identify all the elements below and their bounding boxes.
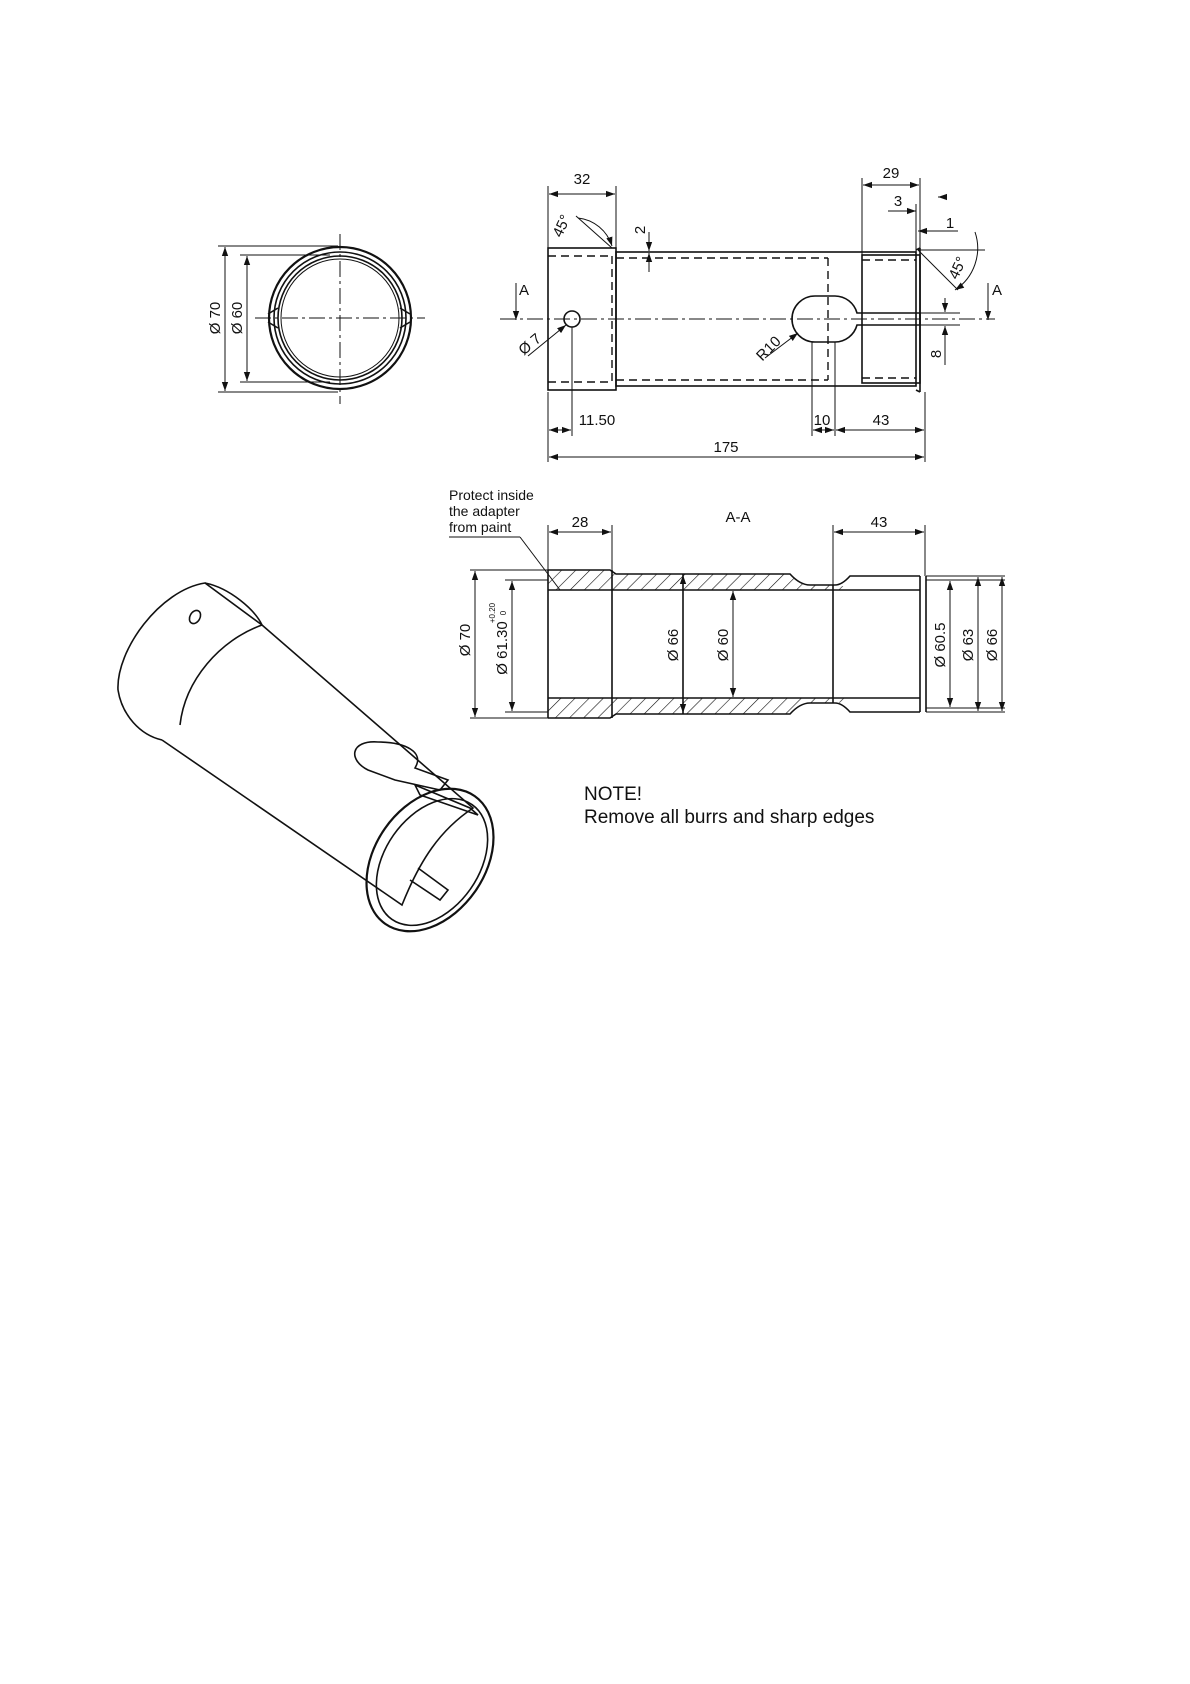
dia-63-label: Ø 63 [960, 628, 977, 662]
dia-60-label: Ø 60 [229, 301, 246, 335]
chamfer-left-label: 45° [549, 212, 575, 240]
dim-total-length: 175 [713, 439, 739, 456]
dia-66-right-label: Ø 66 [984, 628, 1001, 662]
dim-hole-dia: Ø 7 [515, 330, 545, 359]
dim-hole-pos: 11.50 [578, 412, 616, 429]
dim-slot-length: 43 [872, 412, 890, 429]
section-title: A-A [725, 509, 751, 526]
dim-1: 1 [945, 215, 955, 232]
tolerance-upper: +0.20 [488, 602, 497, 624]
dia-70-label: Ø 70 [207, 301, 224, 335]
dim-29: 29 [882, 165, 900, 182]
end-view [207, 234, 425, 404]
dia-60-mid-label: Ø 60 [715, 628, 732, 662]
dim-radius: R10 [753, 333, 785, 365]
dia-6130-label: Ø 61.30 [494, 621, 511, 675]
section-mark-right: A [992, 282, 1003, 299]
section-view [449, 487, 1005, 718]
dim-8: 8 [928, 349, 945, 359]
callout-line-3: from paint [449, 519, 512, 535]
note-text: Remove all burrs and sharp edges [584, 807, 875, 828]
dim-slot-width: 10 [813, 412, 831, 429]
dia-66-mid-label: Ø 66 [665, 628, 682, 662]
chamfer-right-label: 45° [945, 254, 971, 282]
section-mark-left: A [519, 282, 530, 299]
tolerance-lower: 0 [499, 610, 508, 616]
note-block [584, 784, 874, 828]
note-heading: NOTE! [584, 784, 643, 805]
callout-line-2: the adapter [449, 503, 520, 519]
dia-70-section: Ø 70 [457, 623, 474, 657]
dim-3: 3 [893, 193, 903, 210]
dia-605-label: Ø 60.5 [932, 622, 949, 668]
dim-32: 32 [573, 171, 591, 188]
side-view [500, 165, 1002, 462]
dim-2: 2 [632, 225, 649, 235]
dim-43-section: 43 [870, 514, 888, 531]
callout-line-1: Protect inside [449, 487, 534, 503]
dim-28: 28 [571, 514, 589, 531]
